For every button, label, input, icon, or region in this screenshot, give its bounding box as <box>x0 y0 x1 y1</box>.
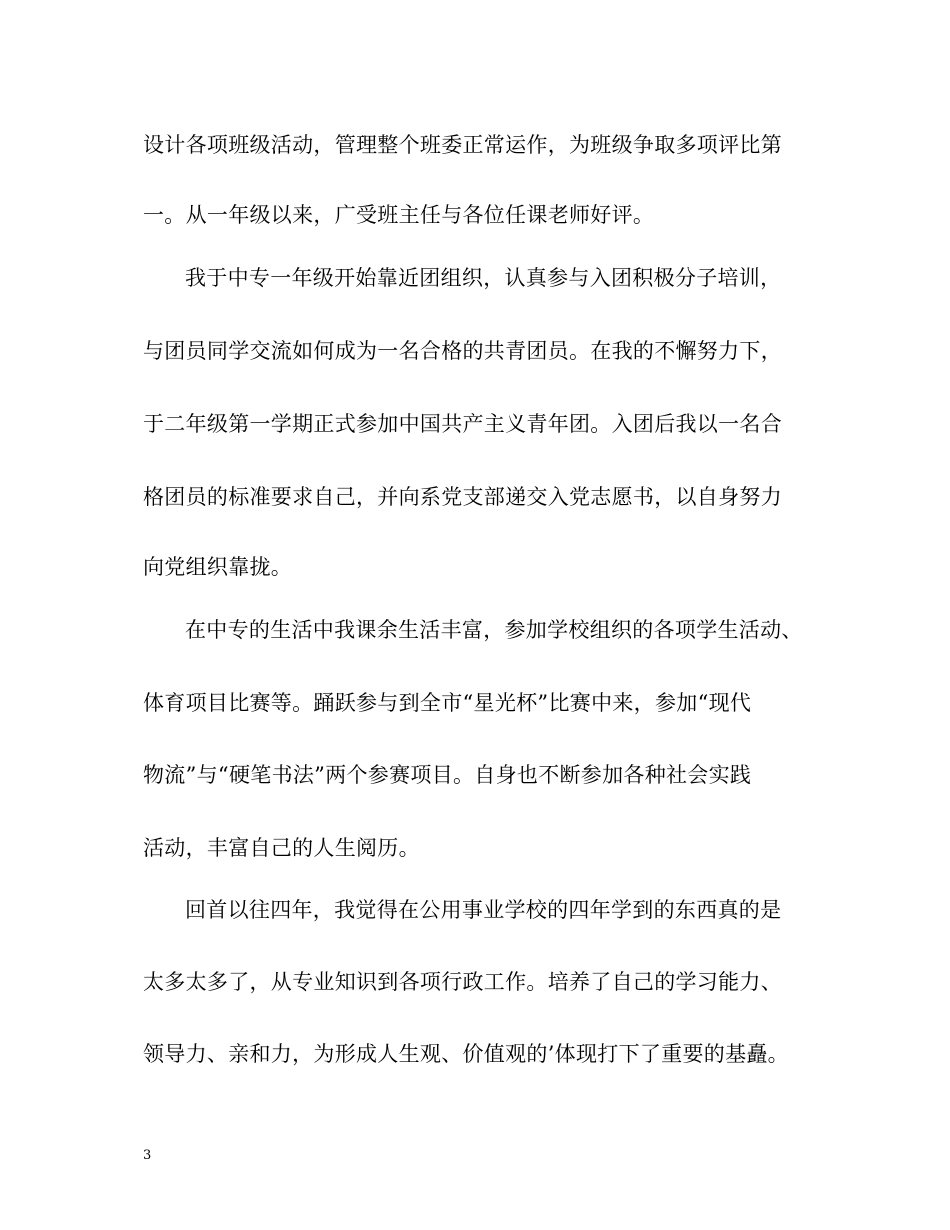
paragraph-start-line: 回首以往四年，我觉得在公用事业学校的四年学到的东西真的是 <box>185 898 782 922</box>
paragraph-start-line: 在中专的生活中我课余生活丰富，参加学校组织的各项学生活动、 <box>185 618 803 642</box>
text-line: 物流”与“硬笔书法”两个参赛项目。自身也不断参加各种社会实践 <box>143 763 752 787</box>
page-number: 3 <box>143 1148 152 1163</box>
text-line: 体育项目比赛等。踊跃参与到全市“星光杯”比赛中来，参加“现代 <box>143 691 752 715</box>
text-line: 向党组织靠拢。 <box>143 555 293 579</box>
text-line: 设计各项班级活动，管理整个班委正常运作，为班级争取多项评比第 <box>143 133 782 157</box>
text-line: 格团员的标准要求自己，并向系党支部递交入党志愿书，以自身努力 <box>143 485 782 509</box>
text-line: 一。从一年级以来，广受班主任与各位任课老师好评。 <box>143 203 655 227</box>
paragraph-start-line: 我于中专一年级开始靠近团组织，认真参与入团积极分子培训， <box>185 266 782 290</box>
text-line: 领导力、亲和力，为形成人生观、价值观的’体现打下了重要的基矗。 <box>143 1042 789 1066</box>
text-line: 活动，丰富自己的人生阅历。 <box>143 836 420 860</box>
text-line: 与团员同学交流如何成为一名合格的共青团员。在我的不懈努力下， <box>143 339 782 363</box>
text-line: 于二年级第一学期正式参加中国共产主义青年团。入团后我以一名合 <box>143 412 782 436</box>
text-line: 太多太多了，从专业知识到各项行政工作。培养了自己的学习能力、 <box>143 970 782 994</box>
